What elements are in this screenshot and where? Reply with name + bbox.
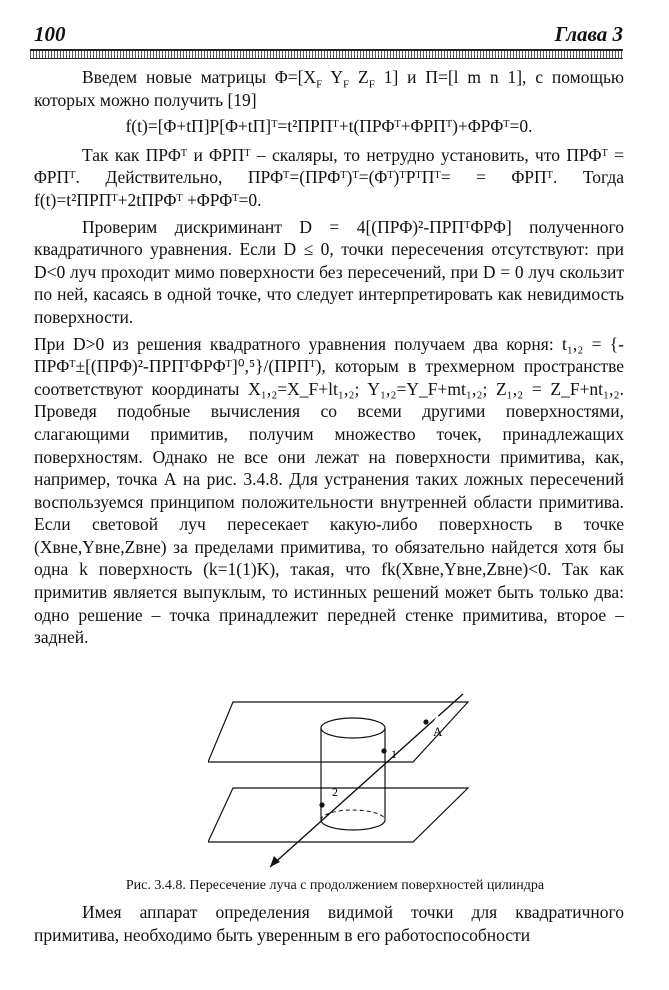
figure-caption: Рис. 3.4.8. Пересечение луча с продолжением поверхностей цилиндра <box>125 878 545 893</box>
point-2 <box>319 802 324 807</box>
p1-text-a: Введем новые матрицы Φ=[X <box>82 67 317 87</box>
p1-sub-a: F <box>316 78 323 91</box>
point-a <box>423 719 428 724</box>
paragraph-2: Так как ПРΦᵀ и ΦРПᵀ – скаляры, то нетрудно установить, что ПРΦᵀ = ΦРПᵀ. Действительно, ПРΦᵀ=(ПРΦᵀ)ᵀ=(Φᵀ)ᵀРᵀПᵀ= = ΦРПᵀ. Тогда f(t)=t²ПРПᵀ+2tПРΦᵀ +ΦРΦᵀ=0. <box>34 144 624 210</box>
header-rule <box>30 49 623 59</box>
paragraph-5: Имея аппарат определения видимой точки для квадратичного примитива, необходимо быть уверенным в его работоспособности <box>34 902 624 945</box>
main-text <box>34 66 624 649</box>
chapter-title: Глава 3 <box>554 22 623 46</box>
p1-text-d: 1] и П=[l m n 1], с помощью которых можно получить [19] <box>34 67 625 110</box>
p1-text-c: Z <box>349 67 369 87</box>
label-2: 2 <box>332 785 338 799</box>
point-1 <box>381 748 386 753</box>
p1-sub-b: F <box>343 78 350 91</box>
ray-line <box>270 694 463 867</box>
paragraph-3: Проверим дискриминант D = 4[(ПРΦ)²-ПРПᵀΦРΦ] полученного квадратичного уравнения. Если D ≤ 0, точки пересечения отсутствуют: при D<0 луч проходит мимо поверхности без пересечений, при D = 0 луч скользит по ней, касаясь в одной точке, что следует интерпретировать как невидимость поверхности. <box>34 216 624 327</box>
ray-arrow-icon <box>270 856 280 867</box>
label-a: A <box>433 724 443 739</box>
p1-text-b: Y <box>322 67 344 87</box>
label-1: 1 <box>391 747 397 761</box>
upper-plane <box>208 702 468 762</box>
next-paragraph <box>34 901 624 947</box>
paragraph-1 <box>34 66 624 111</box>
paragraph-4: При D>0 из решения квадратного уравнения получаем два корня: t₁,₂ = {-ПРΦᵀ±[(ПРΦ)²-ПРПᵀΦРΦᵀ]⁰,⁵}/(ПРПᵀ), которым в трехмерном пространстве соответствуют координаты X₁,₂=X_F+lt₁,₂; Y₁,₂=Y_F+mt₁,₂; Z₁,₂ = Z_F+nt₁,₂. Проведя подобные вычисления со всеми другими поверхностями, слагающими примитив, получим множество точек, принадлежащих поверхностям. Однако не все они лежат на поверхности примитива, как, например, точка А на рис. 3.4.8. Для устранения таких ложных пересечений воспользуемся принципом положительности внутренней области примитива. Если световой луч пересекает какую-либо поверхность в точке (Xвне,Yвне,Zвне) за пределами примитива, то обязательно найдется хотя бы одна k поверхность (k=1(1)K), такая, что fk(Xвне,Yвне,Zвне)<0. Так как примитив является выпуклым, то истинных решений может быть только два: одно решение – точка принадлежит передней стенке примитива, второе – задней. <box>34 333 624 648</box>
lower-plane <box>208 788 468 842</box>
running-header <box>30 22 623 48</box>
page-number: 100 <box>34 22 66 46</box>
equation-1: f(t)=[Φ+tП]P[Φ+tП]ᵀ=t²ПРПᵀ+t(ПРΦᵀ+ΦРПᵀ)+ΦРΦᵀ=0. <box>125 116 533 137</box>
p1-sub-c: F <box>368 78 375 91</box>
figure-3-4-8 <box>208 692 478 872</box>
